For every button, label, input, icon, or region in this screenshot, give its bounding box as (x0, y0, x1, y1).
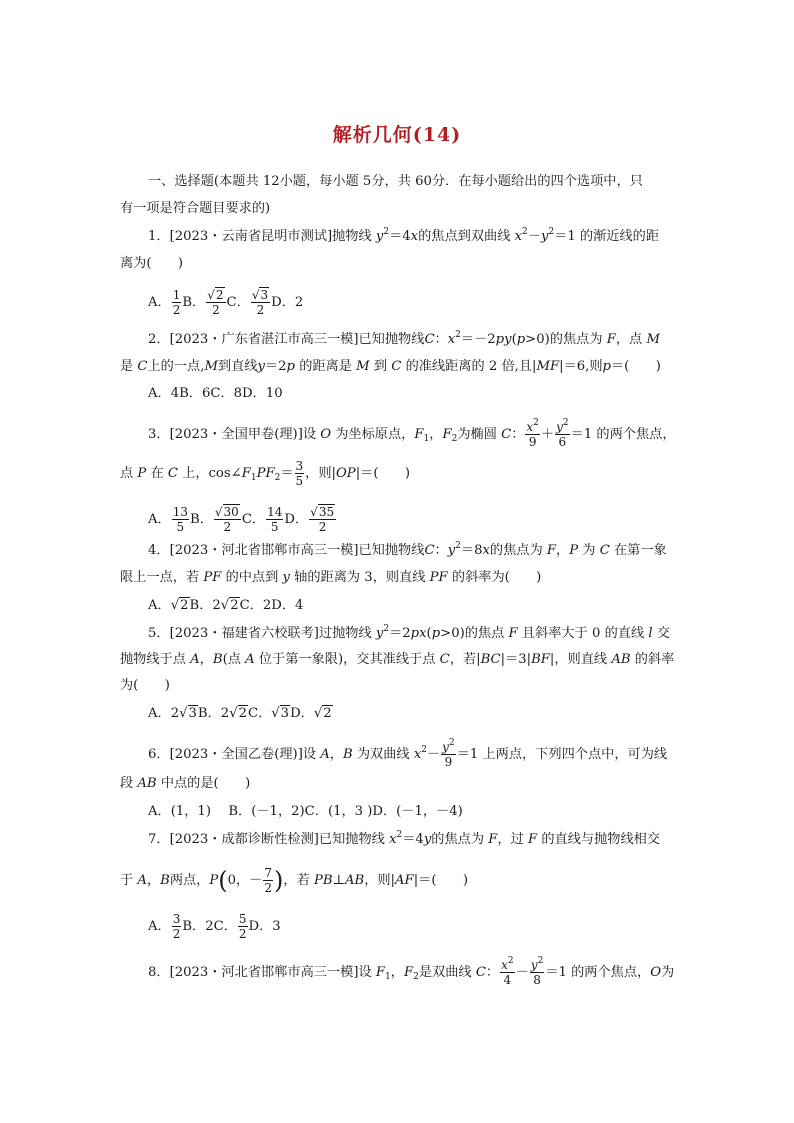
page-title: 解析几何(14) (332, 124, 462, 146)
question-8: 8．[2023・河北省邯郸市高三一模]设 $F_1$，$F_2$是双曲线 C： $\frac{x^2}{4}$ － $\frac{y^2}{8}$ ＝1 的两个焦点，O为 (148, 956, 675, 987)
question-3-cont: 点 P 在 C 上，$\cos\angle F_1PF_2=$ $\frac{3}{5}$ ，则|OP|＝( ) (120, 459, 410, 488)
question-1-cont: 离为( ) (120, 256, 184, 271)
question-4: 4．[2023・河北省邯郸市高三一模]已知抛物线C：$y^2=8x$的焦点为 F，P 为 C 在第一象 (148, 541, 667, 558)
question-1-options: A． $\frac{1}{2}$ B． $\frac{√2}{2}$ C． $\frac{√3}{2}$ D．2 (148, 288, 304, 317)
question-2-cont: 是 C上的一点,M到直线y＝2p 的距离是 M 到 C 的准线距离的 2 倍,且|MF|＝6,则p＝( ) (120, 359, 661, 374)
question-7-cont: 于 A，B两点，P(0，－ $\frac{7}{2}$ )，若 PB⊥AB，则|AF|＝( ) (120, 866, 468, 895)
question-2-options: A．4B．6C．8D．10 (148, 386, 283, 401)
section-heading-cont: 有一项是符合题目要求的) (120, 201, 271, 216)
question-1: 1．[2023・云南省昆明市测试]抛物线 $y^2=4x$的焦点到双曲线 $x^2-y^2=1$ 的渐近线的距 (148, 227, 660, 244)
section-heading: 一、选择题(本题共 12小题，每小题 5分，共 60分．在每小题给出的四个选项中，只 (148, 174, 643, 189)
question-5-cont: 抛物线于点 A，B(点 A 位于第一象限)，交其准线于点 C，若|BC|＝3|BF|，则直线 AB 的斜率 (120, 652, 675, 667)
question-3-options: A． $\frac{13}{5}$ B． $\frac{√30}{2}$ C． $\frac{14}{5}$ D． $\frac{√35}{2}$ (148, 505, 335, 534)
question-7-options: A． $\frac{3}{2}$ B．2C． $\frac{5}{2}$ D．3 (148, 912, 281, 941)
question-5-options: A．2√3B．2√2C．√3D．√2 (148, 706, 332, 721)
question-6-cont: 段 AB 中点的是( ) (120, 776, 251, 791)
question-2: 2．[2023・广东省湛江市高三一模]已知抛物线C：$x^2=-2py(p>0)$的焦点为 F，点 M (148, 330, 660, 347)
question-6: 6．[2023・全国乙卷(理)]设 A，B 为双曲线 $x^2-$ $\frac{y^2}{9}$ ＝1 上两点，下列四个点中，可为线 (148, 738, 668, 769)
question-7: 7．[2023・成都诊断性检测]已知抛物线 $x^2=4y$的焦点为 F，过 F 的直线与抛物线相交 (148, 830, 661, 847)
question-5: 5．[2023・福建省六校联考]过抛物线 $y^2=2px(p>0)$的焦点 F 且斜率大于 0 的直线 l 交 (148, 624, 670, 641)
question-6-options: A．(1，1) B．(－1，2)C．(1，3 )D．(－1，－4) (148, 804, 463, 819)
question-4-cont: 限上一点，若 PF 的中点到 y 轴的距离为 3，则直线 PF 的斜率为( ) (120, 570, 542, 585)
question-4-options: A．√2B．2√2C．2D．4 (148, 598, 304, 613)
question-5-cont2: 为( ) (120, 678, 170, 693)
question-3: 3．[2023・全国甲卷(理)]设 O 为坐标原点，$F_1$，$F_2$为椭圆 C： $\frac{x^2}{9}$ ＋ $\frac{y^2}{6}$ ＝1 的两个焦点， (148, 418, 676, 449)
